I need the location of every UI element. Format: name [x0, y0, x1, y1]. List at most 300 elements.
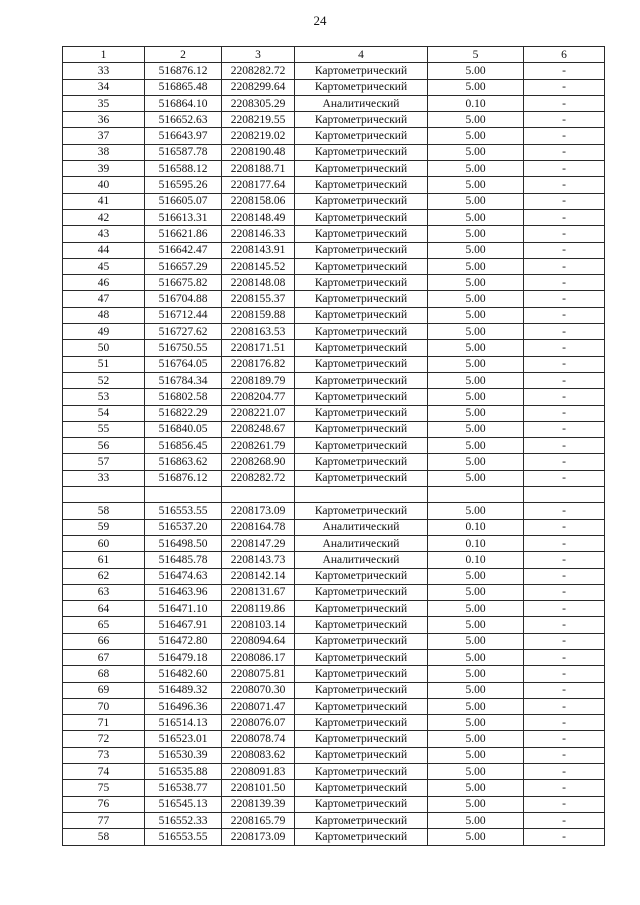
note-cell: - [524, 666, 605, 682]
y-coordinate-cell: 2208159.88 [222, 307, 295, 323]
y-coordinate-cell: 2208158.06 [222, 193, 295, 209]
method-cell: Картометрический [295, 633, 428, 649]
x-coordinate-cell: 516675.82 [145, 275, 222, 291]
method-cell: Картометрический [295, 356, 428, 372]
y-coordinate-cell: 2208119.86 [222, 601, 295, 617]
column-header: 1 [63, 47, 145, 63]
x-coordinate-cell: 516538.77 [145, 780, 222, 796]
method-cell: Картометрический [295, 63, 428, 79]
x-coordinate-cell: 516784.34 [145, 372, 222, 388]
y-coordinate-cell: 2208075.81 [222, 666, 295, 682]
table-row [63, 226, 605, 242]
method-cell: Картометрический [295, 405, 428, 421]
note-cell: - [524, 340, 605, 356]
table-row [63, 731, 605, 747]
accuracy-cell: 5.00 [428, 209, 524, 225]
y-coordinate-cell: 2208248.67 [222, 421, 295, 437]
point-number-cell: 40 [63, 177, 145, 193]
column-header: 3 [222, 47, 295, 63]
point-number-cell: 33 [63, 470, 145, 486]
x-coordinate-cell: 516496.36 [145, 698, 222, 714]
table-row [63, 144, 605, 160]
note-cell: - [524, 470, 605, 486]
table-row [63, 177, 605, 193]
accuracy-cell: 5.00 [428, 503, 524, 519]
note-cell: - [524, 796, 605, 812]
accuracy-cell: 5.00 [428, 682, 524, 698]
x-coordinate-cell: 516643.97 [145, 128, 222, 144]
point-number-cell: 47 [63, 291, 145, 307]
method-cell: Картометрический [295, 242, 428, 258]
x-coordinate-cell: 516553.55 [145, 829, 222, 845]
point-number-cell: 37 [63, 128, 145, 144]
x-coordinate-cell: 516514.13 [145, 715, 222, 731]
point-number-cell: 59 [63, 519, 145, 535]
y-coordinate-cell: 2208131.67 [222, 584, 295, 600]
y-coordinate-cell: 2208142.14 [222, 568, 295, 584]
note-cell: - [524, 421, 605, 437]
accuracy-cell: 5.00 [428, 112, 524, 128]
point-number-cell: 69 [63, 682, 145, 698]
table-row [63, 340, 605, 356]
note-cell: - [524, 275, 605, 291]
y-coordinate-cell: 2208204.77 [222, 389, 295, 405]
note-cell: - [524, 552, 605, 568]
note-cell: - [524, 258, 605, 274]
y-coordinate-cell: 2208188.71 [222, 161, 295, 177]
method-cell: Картометрический [295, 796, 428, 812]
point-number-cell: 34 [63, 79, 145, 95]
table-row [63, 291, 605, 307]
table-row [63, 389, 605, 405]
method-cell: Картометрический [295, 209, 428, 225]
point-number-cell: 45 [63, 258, 145, 274]
accuracy-cell: 5.00 [428, 666, 524, 682]
table-row [63, 79, 605, 95]
method-cell: Картометрический [295, 291, 428, 307]
note-cell: - [524, 731, 605, 747]
y-coordinate-cell: 2208299.64 [222, 79, 295, 95]
method-cell: Картометрический [295, 666, 428, 682]
table-row [63, 747, 605, 763]
accuracy-cell: 5.00 [428, 161, 524, 177]
point-number-cell: 49 [63, 324, 145, 340]
accuracy-cell: 5.00 [428, 438, 524, 454]
method-cell: Картометрический [295, 454, 428, 470]
accuracy-cell: 5.00 [428, 698, 524, 714]
point-number-cell: 73 [63, 747, 145, 763]
column-header: 2 [145, 47, 222, 63]
accuracy-cell: 5.00 [428, 454, 524, 470]
accuracy-cell: 5.00 [428, 764, 524, 780]
accuracy-cell: 5.00 [428, 796, 524, 812]
note-cell: - [524, 161, 605, 177]
y-coordinate-cell [222, 487, 295, 503]
x-coordinate-cell: 516552.33 [145, 812, 222, 828]
table-header-row [63, 47, 605, 63]
table-row [63, 275, 605, 291]
y-coordinate-cell: 2208148.08 [222, 275, 295, 291]
x-coordinate-cell: 516605.07 [145, 193, 222, 209]
y-coordinate-cell: 2208163.53 [222, 324, 295, 340]
method-cell: Картометрический [295, 193, 428, 209]
x-coordinate-cell: 516553.55 [145, 503, 222, 519]
note-cell: - [524, 715, 605, 731]
accuracy-cell: 5.00 [428, 291, 524, 307]
note-cell: - [524, 63, 605, 79]
accuracy-cell: 5.00 [428, 812, 524, 828]
accuracy-cell: 5.00 [428, 731, 524, 747]
table-row [63, 324, 605, 340]
table-row [63, 112, 605, 128]
page-number: 24 [313, 13, 327, 28]
table-row [63, 633, 605, 649]
note-cell: - [524, 372, 605, 388]
accuracy-cell: 5.00 [428, 307, 524, 323]
table-row [63, 780, 605, 796]
accuracy-cell: 5.00 [428, 649, 524, 665]
y-coordinate-cell: 2208190.48 [222, 144, 295, 160]
x-coordinate-cell: 516523.01 [145, 731, 222, 747]
note-cell: - [524, 649, 605, 665]
y-coordinate-cell: 2208078.74 [222, 731, 295, 747]
x-coordinate-cell: 516657.29 [145, 258, 222, 274]
point-number-cell: 72 [63, 731, 145, 747]
x-coordinate-cell [145, 487, 222, 503]
x-coordinate-cell: 516864.10 [145, 95, 222, 111]
point-number-cell: 46 [63, 275, 145, 291]
method-cell: Картометрический [295, 601, 428, 617]
x-coordinate-cell: 516863.62 [145, 454, 222, 470]
y-coordinate-cell: 2208145.52 [222, 258, 295, 274]
accuracy-cell: 5.00 [428, 324, 524, 340]
accuracy-cell: 5.00 [428, 568, 524, 584]
table-row [63, 601, 605, 617]
coordinates-table [62, 46, 605, 846]
y-coordinate-cell: 2208189.79 [222, 372, 295, 388]
note-cell: - [524, 829, 605, 845]
table-row [63, 470, 605, 486]
accuracy-cell: 5.00 [428, 258, 524, 274]
table-row [63, 454, 605, 470]
method-cell: Картометрический [295, 177, 428, 193]
table-row [63, 552, 605, 568]
y-coordinate-cell: 2208070.30 [222, 682, 295, 698]
y-coordinate-cell: 2208143.91 [222, 242, 295, 258]
point-number-cell: 66 [63, 633, 145, 649]
y-coordinate-cell: 2208171.51 [222, 340, 295, 356]
note-cell: - [524, 633, 605, 649]
x-coordinate-cell: 516613.31 [145, 209, 222, 225]
note-cell: - [524, 79, 605, 95]
point-number-cell: 74 [63, 764, 145, 780]
table-header [63, 47, 605, 63]
method-cell: Картометрический [295, 780, 428, 796]
note-cell: - [524, 535, 605, 551]
accuracy-cell: 5.00 [428, 405, 524, 421]
x-coordinate-cell: 516642.47 [145, 242, 222, 258]
note-cell: - [524, 144, 605, 160]
note-cell: - [524, 454, 605, 470]
note-cell: - [524, 405, 605, 421]
y-coordinate-cell: 2208219.02 [222, 128, 295, 144]
y-coordinate-cell: 2208148.49 [222, 209, 295, 225]
point-number-cell: 52 [63, 372, 145, 388]
point-number-cell: 54 [63, 405, 145, 421]
y-coordinate-cell: 2208071.47 [222, 698, 295, 714]
point-number-cell: 56 [63, 438, 145, 454]
accuracy-cell: 0.10 [428, 95, 524, 111]
x-coordinate-cell: 516537.20 [145, 519, 222, 535]
table-row [63, 812, 605, 828]
table-row [63, 372, 605, 388]
point-number-cell: 50 [63, 340, 145, 356]
note-cell: - [524, 682, 605, 698]
accuracy-cell: 5.00 [428, 356, 524, 372]
y-coordinate-cell: 2208261.79 [222, 438, 295, 454]
table-row [63, 242, 605, 258]
y-coordinate-cell: 2208165.79 [222, 812, 295, 828]
accuracy-cell: 5.00 [428, 242, 524, 258]
table-row [63, 209, 605, 225]
table-row [63, 503, 605, 519]
x-coordinate-cell: 516482.60 [145, 666, 222, 682]
x-coordinate-cell: 516621.86 [145, 226, 222, 242]
accuracy-cell: 5.00 [428, 715, 524, 731]
y-coordinate-cell: 2208101.50 [222, 780, 295, 796]
method-cell: Картометрический [295, 307, 428, 323]
table-row [63, 715, 605, 731]
table-row [63, 617, 605, 633]
x-coordinate-cell: 516498.50 [145, 535, 222, 551]
table-row [63, 193, 605, 209]
table-row [63, 584, 605, 600]
point-number-cell: 57 [63, 454, 145, 470]
y-coordinate-cell: 2208219.55 [222, 112, 295, 128]
note-cell: - [524, 584, 605, 600]
note-cell: - [524, 177, 605, 193]
x-coordinate-cell: 516489.32 [145, 682, 222, 698]
table-row [63, 535, 605, 551]
column-header: 4 [295, 47, 428, 63]
note-cell: - [524, 747, 605, 763]
accuracy-cell: 5.00 [428, 633, 524, 649]
column-header: 5 [428, 47, 524, 63]
table-row [63, 682, 605, 698]
method-cell: Картометрический [295, 128, 428, 144]
accuracy-cell: 5.00 [428, 389, 524, 405]
x-coordinate-cell: 516856.45 [145, 438, 222, 454]
note-cell: - [524, 128, 605, 144]
method-cell: Картометрический [295, 226, 428, 242]
accuracy-cell: 5.00 [428, 193, 524, 209]
table-row [63, 258, 605, 274]
note-cell: - [524, 780, 605, 796]
y-coordinate-cell: 2208282.72 [222, 470, 295, 486]
table-row [63, 568, 605, 584]
table-row [63, 95, 605, 111]
x-coordinate-cell: 516463.96 [145, 584, 222, 600]
note-cell: - [524, 698, 605, 714]
note-cell: - [524, 193, 605, 209]
x-coordinate-cell: 516535.88 [145, 764, 222, 780]
method-cell: Картометрический [295, 79, 428, 95]
y-coordinate-cell: 2208094.64 [222, 633, 295, 649]
x-coordinate-cell: 516750.55 [145, 340, 222, 356]
accuracy-cell: 5.00 [428, 372, 524, 388]
point-number-cell: 53 [63, 389, 145, 405]
point-number-cell: 44 [63, 242, 145, 258]
accuracy-cell: 5.00 [428, 470, 524, 486]
method-cell: Картометрический [295, 715, 428, 731]
y-coordinate-cell: 2208146.33 [222, 226, 295, 242]
note-cell: - [524, 307, 605, 323]
y-coordinate-cell: 2208282.72 [222, 63, 295, 79]
point-number-cell: 33 [63, 63, 145, 79]
accuracy-cell: 5.00 [428, 226, 524, 242]
method-cell [295, 487, 428, 503]
x-coordinate-cell: 516764.05 [145, 356, 222, 372]
x-coordinate-cell: 516545.13 [145, 796, 222, 812]
y-coordinate-cell: 2208173.09 [222, 503, 295, 519]
note-cell: - [524, 601, 605, 617]
table-row [63, 487, 605, 503]
point-number-cell: 42 [63, 209, 145, 225]
point-number-cell: 55 [63, 421, 145, 437]
point-number-cell: 60 [63, 535, 145, 551]
method-cell: Картометрический [295, 112, 428, 128]
point-number-cell: 58 [63, 503, 145, 519]
y-coordinate-cell: 2208221.07 [222, 405, 295, 421]
note-cell: - [524, 568, 605, 584]
point-number-cell: 51 [63, 356, 145, 372]
x-coordinate-cell: 516587.78 [145, 144, 222, 160]
x-coordinate-cell: 516467.91 [145, 617, 222, 633]
table-row [63, 829, 605, 845]
x-coordinate-cell: 516840.05 [145, 421, 222, 437]
method-cell: Картометрический [295, 161, 428, 177]
point-number-cell: 39 [63, 161, 145, 177]
accuracy-cell: 5.00 [428, 275, 524, 291]
x-coordinate-cell: 516595.26 [145, 177, 222, 193]
point-number-cell: 70 [63, 698, 145, 714]
x-coordinate-cell: 516822.29 [145, 405, 222, 421]
x-coordinate-cell: 516474.63 [145, 568, 222, 584]
column-header: 6 [524, 47, 605, 63]
point-number-cell [63, 487, 145, 503]
y-coordinate-cell: 2208139.39 [222, 796, 295, 812]
accuracy-cell: 5.00 [428, 601, 524, 617]
y-coordinate-cell: 2208103.14 [222, 617, 295, 633]
method-cell: Аналитический [295, 552, 428, 568]
method-cell: Картометрический [295, 275, 428, 291]
x-coordinate-cell: 516712.44 [145, 307, 222, 323]
y-coordinate-cell: 2208155.37 [222, 291, 295, 307]
x-coordinate-cell: 516530.39 [145, 747, 222, 763]
table-row [63, 649, 605, 665]
accuracy-cell: 0.10 [428, 535, 524, 551]
method-cell: Картометрический [295, 584, 428, 600]
point-number-cell: 65 [63, 617, 145, 633]
accuracy-cell: 0.10 [428, 519, 524, 535]
y-coordinate-cell: 2208164.78 [222, 519, 295, 535]
y-coordinate-cell: 2208086.17 [222, 649, 295, 665]
point-number-cell: 64 [63, 601, 145, 617]
table-row [63, 421, 605, 437]
note-cell: - [524, 389, 605, 405]
method-cell: Картометрический [295, 812, 428, 828]
table-row [63, 128, 605, 144]
y-coordinate-cell: 2208268.90 [222, 454, 295, 470]
method-cell: Картометрический [295, 682, 428, 698]
method-cell: Картометрический [295, 340, 428, 356]
note-cell: - [524, 242, 605, 258]
point-number-cell: 61 [63, 552, 145, 568]
accuracy-cell: 5.00 [428, 584, 524, 600]
x-coordinate-cell: 516727.62 [145, 324, 222, 340]
point-number-cell: 75 [63, 780, 145, 796]
table-row [63, 796, 605, 812]
method-cell: Картометрический [295, 568, 428, 584]
method-cell: Картометрический [295, 470, 428, 486]
y-coordinate-cell: 2208177.64 [222, 177, 295, 193]
method-cell: Картометрический [295, 747, 428, 763]
y-coordinate-cell: 2208083.62 [222, 747, 295, 763]
table-row [63, 63, 605, 79]
table-row [63, 307, 605, 323]
note-cell: - [524, 209, 605, 225]
method-cell: Картометрический [295, 649, 428, 665]
method-cell: Картометрический [295, 617, 428, 633]
x-coordinate-cell: 516472.80 [145, 633, 222, 649]
method-cell: Аналитический [295, 519, 428, 535]
point-number-cell: 76 [63, 796, 145, 812]
note-cell: - [524, 226, 605, 242]
point-number-cell: 36 [63, 112, 145, 128]
note-cell: - [524, 519, 605, 535]
note-cell: - [524, 438, 605, 454]
point-number-cell: 35 [63, 95, 145, 111]
method-cell: Картометрический [295, 389, 428, 405]
method-cell: Картометрический [295, 144, 428, 160]
point-number-cell: 48 [63, 307, 145, 323]
note-cell: - [524, 812, 605, 828]
accuracy-cell: 5.00 [428, 177, 524, 193]
accuracy-cell: 5.00 [428, 128, 524, 144]
y-coordinate-cell: 2208147.29 [222, 535, 295, 551]
y-coordinate-cell: 2208305.29 [222, 95, 295, 111]
note-cell [524, 487, 605, 503]
accuracy-cell: 5.00 [428, 340, 524, 356]
y-coordinate-cell: 2208091.83 [222, 764, 295, 780]
accuracy-cell: 5.00 [428, 780, 524, 796]
accuracy-cell: 5.00 [428, 747, 524, 763]
table-row [63, 698, 605, 714]
y-coordinate-cell: 2208143.73 [222, 552, 295, 568]
accuracy-cell: 5.00 [428, 79, 524, 95]
y-coordinate-cell: 2208173.09 [222, 829, 295, 845]
point-number-cell: 63 [63, 584, 145, 600]
accuracy-cell: 5.00 [428, 144, 524, 160]
point-number-cell: 67 [63, 649, 145, 665]
point-number-cell: 62 [63, 568, 145, 584]
note-cell: - [524, 764, 605, 780]
note-cell: - [524, 291, 605, 307]
accuracy-cell: 0.10 [428, 552, 524, 568]
accuracy-cell [428, 487, 524, 503]
accuracy-cell: 5.00 [428, 421, 524, 437]
point-number-cell: 43 [63, 226, 145, 242]
